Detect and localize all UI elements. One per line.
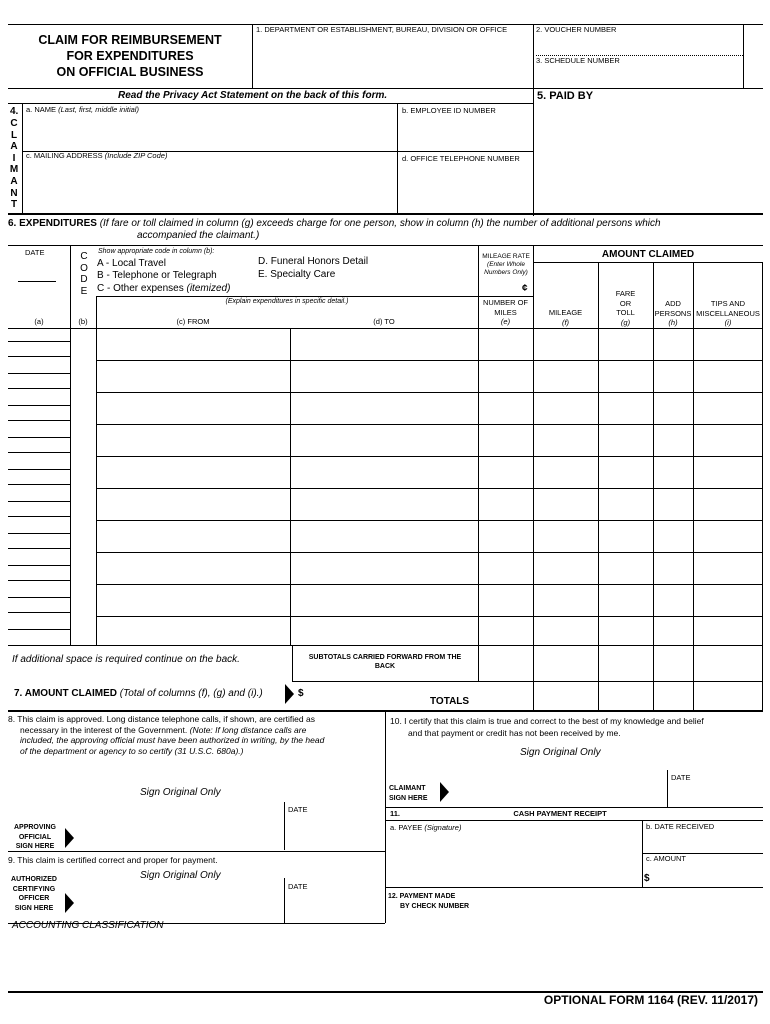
divider [397, 103, 398, 213]
column-h-text: PERSONS [654, 308, 692, 318]
certifying-date-label: DATE [288, 882, 308, 891]
column-g-text: TOLL [616, 308, 635, 317]
department-field-label: 1. DEPARTMENT OR ESTABLISHMENT, BUREAU, DIVISION OR OFFICE [256, 25, 508, 34]
date-line [8, 469, 70, 470]
column-g-letter: (g) [620, 317, 631, 327]
schedule-number-label: 3. SCHEDULE NUMBER [536, 56, 620, 65]
mileage-rate-input[interactable] [480, 278, 520, 294]
date-line [8, 341, 70, 342]
claimant-letter: C [10, 118, 18, 129]
date-line [8, 533, 70, 534]
certifying-officer-label [4, 875, 64, 913]
payee-label [390, 824, 461, 833]
column-h-label [653, 299, 693, 328]
column-i-text: TIPS AND [710, 299, 746, 308]
title-line: FOR EXPENDITURES [66, 49, 194, 63]
name-label-text: a. NAME [26, 105, 57, 114]
code-e: E. Specialty Care [258, 269, 336, 280]
item10-text [390, 715, 704, 739]
divider [533, 24, 534, 216]
expenditures-heading: 6. EXPENDITURES [8, 218, 97, 229]
arrow-right-icon [285, 684, 294, 704]
address-label-text: c. MAILING ADDRESS [26, 151, 103, 160]
divider [478, 296, 533, 297]
column-g-text: OR [619, 298, 632, 308]
receipt-amount-input[interactable] [655, 866, 760, 885]
privacy-act-note: Read the Privacy Act Statement on the back of this form. [118, 90, 388, 101]
date-line [8, 356, 70, 357]
voucher-number-label: 2. VOUCHER NUMBER [536, 25, 617, 34]
name-input[interactable] [26, 118, 394, 149]
amount-claimed-heading: AMOUNT CLAIMED [601, 249, 695, 260]
divider [533, 262, 763, 263]
amount-claimed-hint: (Total of columns (f), (g) and (i).) [119, 688, 263, 699]
claimant-letter: A [10, 141, 18, 153]
check-number-label [388, 892, 469, 911]
divider [96, 296, 478, 297]
title-line: CLAIM FOR REIMBURSEMENT [38, 33, 222, 47]
divider [385, 887, 763, 888]
form-title [10, 32, 250, 80]
date-line [8, 565, 70, 566]
expenditures-heading-line [8, 218, 661, 230]
totals-label: TOTALS [430, 696, 470, 707]
item8-line-text: necessary in the interest of the Government. [20, 724, 188, 735]
divider [8, 88, 763, 89]
amount-claimed-input[interactable] [310, 684, 420, 706]
arrow-right-icon [65, 893, 74, 913]
code-vertical-label [78, 251, 90, 297]
divider [8, 103, 533, 104]
code-c-text: C - Other expenses [97, 283, 184, 294]
code-hint: Show appropriate code in column (b): [98, 248, 215, 255]
office-phone-label: d. OFFICE TELEPHONE NUMBER [402, 154, 520, 163]
mileage-rate-hint: Numbers Only) [484, 269, 528, 276]
mailing-address-label [26, 152, 167, 161]
column-g-label [598, 289, 653, 327]
arrow-right-icon [65, 828, 74, 848]
date-line [8, 484, 70, 485]
date-underline [18, 281, 56, 282]
department-input[interactable] [256, 38, 530, 86]
sign-original-note: Sign Original Only [140, 870, 221, 881]
column-b-label: (b) [78, 317, 88, 326]
column-f-text: MILEAGE [548, 308, 583, 317]
approval-date-label: DATE [288, 805, 308, 814]
date-line [8, 612, 70, 613]
mileage-rate-text: MILEAGE RATE [482, 253, 530, 260]
item9-text: 9. This claim is certified correct and proper for payment. [8, 855, 218, 865]
claimant-letter: T [10, 199, 18, 211]
column-h-text: ADD [665, 299, 681, 308]
claimant-label-text: CLAIMANT [389, 785, 426, 792]
check-label-text: BY CHECK NUMBER [400, 902, 470, 910]
arrow-right-icon [440, 782, 449, 802]
explain-hint: (Explain expenditures in specific detail.) [225, 298, 349, 305]
column-e-letter: (e) [500, 317, 511, 326]
column-a-label: (a) [34, 317, 44, 326]
item8-text [8, 714, 324, 756]
date-line [8, 452, 70, 453]
claimant-letter: A [10, 175, 18, 187]
divider [667, 770, 668, 807]
name-hint: (Last, first, middle initial) [58, 105, 139, 114]
claimant-label-text: SIGN HERE [389, 794, 428, 802]
code-c [97, 283, 230, 295]
address-hint: (Include ZIP Code) [104, 151, 168, 160]
item8-note: (Note: If long distance calls are [189, 724, 307, 735]
form-identifier: OPTIONAL FORM 1164 (REV. 11/2017) [543, 993, 758, 1007]
subtotals-text: BACK [374, 663, 396, 670]
column-f-letter: (f) [561, 317, 570, 327]
claimant-date-input[interactable] [671, 784, 761, 805]
amount-label: c. AMOUNT [646, 854, 687, 863]
column-e-text: NUMBER OF [483, 298, 528, 307]
date-line [8, 597, 70, 598]
date-received-label: b. DATE RECEIVED [646, 822, 715, 831]
amount-claimed-line [14, 688, 263, 700]
code-b: B - Telephone or Telegraph [97, 270, 217, 281]
payee-signature[interactable] [390, 834, 638, 884]
item10-line: and that payment or credit has not been received by me. [408, 728, 621, 738]
claimant-section-number: 4. [10, 106, 19, 117]
sign-original-note: Sign Original Only [140, 787, 221, 798]
title-line: ON OFFICIAL BUSINESS [56, 65, 204, 79]
certifying-officer-signature[interactable] [80, 885, 280, 921]
claimant-sign-label [389, 784, 428, 803]
claimant-letter: L [10, 129, 18, 141]
certifying-label-text: SIGN HERE [14, 904, 54, 912]
date-line [8, 373, 70, 374]
divider [743, 24, 744, 88]
column-g-text: FARE [615, 289, 636, 298]
claimant-letter: M [9, 164, 19, 176]
name-label [26, 106, 139, 115]
column-divider [70, 245, 71, 645]
date-line [8, 501, 70, 502]
amount-dollar-sign: $ [298, 688, 304, 699]
item8-line [8, 725, 324, 736]
certifying-label-text: OFFICER [18, 895, 50, 902]
divider [284, 878, 285, 923]
claimant-date-label: DATE [671, 773, 691, 782]
code-d: D. Funeral Honors Detail [258, 256, 369, 267]
section-divider [8, 213, 763, 215]
subtotals-text: SUBTOTALS CARRIED FORWARD FROM THE [308, 654, 462, 661]
divider [292, 681, 763, 682]
subtotals-label [292, 653, 478, 671]
approving-official-signature[interactable] [80, 816, 280, 848]
cash-receipt-title: CASH PAYMENT RECEIPT [513, 809, 607, 818]
certifying-label-text: AUTHORIZED [11, 876, 57, 883]
mailing-address-input[interactable] [26, 163, 394, 211]
date-line [8, 516, 70, 517]
approving-label-text: SIGN HERE [15, 843, 55, 850]
cents-symbol: ¢ [522, 283, 528, 294]
divider [22, 103, 23, 213]
additional-space-note: If additional space is required continue on the back. [12, 654, 240, 665]
certifying-label-text: CERTIFYING [12, 885, 56, 893]
approval-date-input[interactable] [288, 816, 382, 848]
column-i-letter: (i) [724, 318, 732, 327]
claimant-letter: N [10, 187, 18, 199]
accounting-classification-label: ACCOUNTING CLASSIFICATION [12, 920, 164, 931]
claimant-sign-original-note: Sign Original Only [520, 747, 601, 758]
divider [252, 24, 253, 88]
column-e-text: MILES [494, 307, 517, 317]
column-i-text: MISCELLANEOUS [696, 308, 760, 318]
divider [284, 802, 285, 850]
date-column-label: DATE [25, 248, 45, 257]
approving-label-text: APPROVING [13, 824, 56, 831]
receipt-dollar-sign: $ [644, 873, 650, 884]
divider [385, 820, 763, 821]
paid-by-input[interactable] [536, 104, 762, 214]
divider [8, 645, 763, 646]
check-label-text: 12. PAYMENT MADE [388, 893, 456, 900]
employee-id-label: b. EMPLOYEE ID NUMBER [402, 106, 496, 115]
code-c-italic: (itemized) [186, 283, 231, 294]
check-number-input[interactable] [480, 890, 760, 920]
expenditure-rows-area[interactable] [97, 329, 762, 644]
payee-hint: (Signature) [424, 823, 462, 832]
date-line [8, 437, 70, 438]
date-line [8, 420, 70, 421]
column-i-label [693, 299, 763, 328]
expenditures-note: (If fare or toll claimed in column (g) exceeds charge for one person, show in column (h) the number of additional persons which [99, 218, 661, 229]
column-d-label: (d) TO [373, 317, 395, 326]
column-f-label [533, 308, 598, 327]
payee-label-text: a. PAYEE [390, 823, 423, 832]
office-phone-input[interactable] [402, 166, 530, 211]
code-letter: D [80, 274, 88, 285]
approving-official-label [6, 823, 64, 852]
divider [8, 245, 763, 246]
employee-id-input[interactable] [402, 118, 530, 149]
item8-line: 8. This claim is approved. Long distance telephone calls, if shown, are certified as [8, 714, 315, 724]
date-line [8, 580, 70, 581]
code-letter: E [80, 285, 88, 297]
date-line [8, 629, 70, 630]
column-e-label [478, 298, 533, 327]
item8-line: included, the approving official must have been authorized in writing, by the head [20, 735, 325, 745]
date-line [8, 548, 70, 549]
column-divider [762, 262, 763, 710]
column-h-letter: (h) [668, 318, 678, 327]
code-a: A - Local Travel [97, 258, 166, 269]
claimant-letter: I [12, 152, 16, 164]
receipt-number: 11. [390, 809, 401, 818]
amount-claimed-label: 7. AMOUNT CLAIMED [14, 688, 117, 699]
date-line [8, 388, 70, 389]
item8-line: of the department or agency to so certify (31 U.S.C. 680a).) [20, 745, 244, 756]
divider [385, 710, 386, 923]
mileage-rate-hint: (Enter Whole [487, 261, 525, 268]
column-c-label: (c) FROM [176, 317, 210, 326]
divider [8, 851, 385, 852]
approving-label-text: OFFICIAL [18, 833, 52, 841]
certifying-date-input[interactable] [288, 893, 382, 921]
date-received-input[interactable] [646, 833, 761, 851]
code-letter: O [80, 262, 88, 274]
claimant-vertical-label [9, 118, 19, 211]
voucher-number-input[interactable] [536, 36, 741, 54]
code-letter: C [80, 251, 88, 262]
schedule-number-input[interactable] [536, 67, 741, 85]
claimant-signature[interactable] [455, 775, 663, 805]
paid-by-label: 5. PAID BY [537, 90, 594, 102]
divider [385, 807, 763, 808]
date-line [8, 405, 70, 406]
expenditures-note-line2: accompanied the claimant.) [137, 230, 260, 241]
mileage-rate-label [479, 253, 533, 277]
item10-line: 10. I certify that this claim is true and correct to the best of my knowledge and belief [390, 716, 704, 726]
accounting-classification-input[interactable] [12, 934, 762, 984]
